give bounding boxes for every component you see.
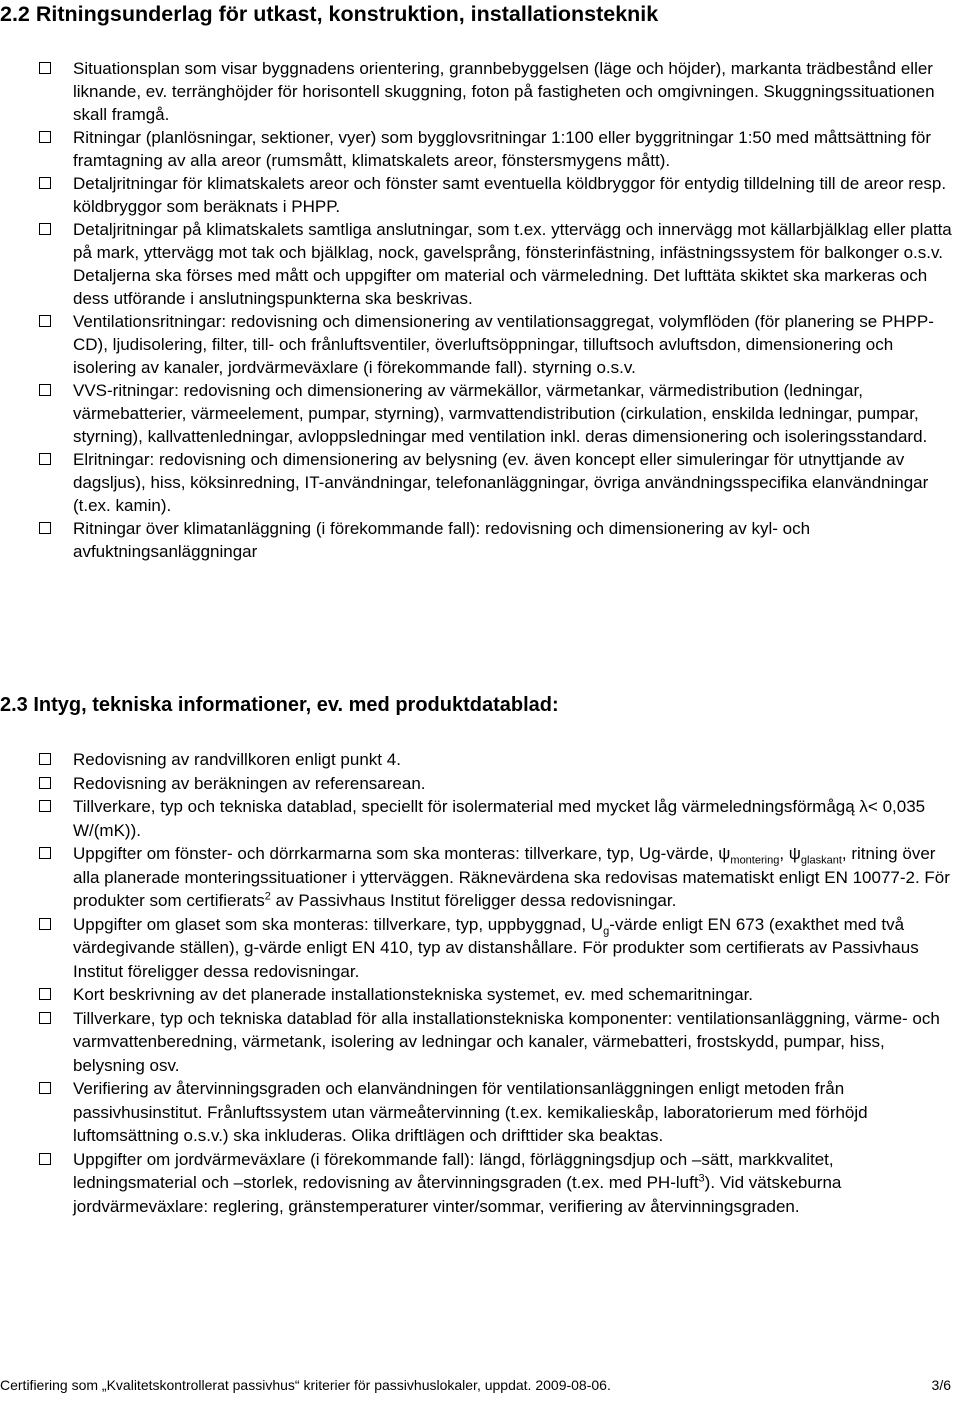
checkbox-icon[interactable]: [39, 131, 51, 143]
checkbox-icon[interactable]: [39, 177, 51, 189]
checkbox-icon[interactable]: [39, 1153, 51, 1165]
checkbox-icon[interactable]: [39, 384, 51, 396]
list-item: Detaljritningar för klimatskalets areor och fönster samt eventuella köldbryggor för entydig tilldelning till de areor resp. köldbryggor som beräknats i PHPP.: [0, 172, 960, 218]
checkbox-icon[interactable]: [39, 800, 51, 812]
list-item: Tillverkare, typ och tekniska datablad för alla installationstekniska komponenter: ventilationsanläggning, värme- och varmvattenberedning, värmetank, isolering av ledningar och kanaler, värmebatteri, frostskydd, pumpar, hiss, belysning osv.: [0, 1007, 960, 1078]
list-item: Ventilationsritningar: redovisning och dimensionering av ventilationsaggregat, volymflöden (för planering se PHPP-CD), ljudisolering, filter, till- och frånluftsventiler, överluftsöppningar, tilluftsoch avluftsdon, dimensionering och isolering av kanaler, jordvärmeväxlare (i förekommande fall). styrning o.s.v.: [0, 310, 960, 379]
list-item: VVS-ritningar: redovisning och dimensionering av värmekällor, värmetankar, värmedistribution (ledningar, värmebatterier, värmeelement, pumpar, styrning), varmvattendistribution (cirkulation, enskilda ledningar, pumpar, styrning), kallvattenledningar, avloppsledningar med ventilation inkl. deras dimensionering och isoleringsstandard.: [0, 379, 960, 448]
list-item: Ritningar (planlösningar, sektioner, vyer) som bygglovsritningar 1:100 eller byggritningar 1:50 med måttsättning för framtagning av alla areor (rumsmått, klimatskalets areor, fönstersmygens mått).: [0, 126, 960, 172]
page-number: 3/6: [931, 1377, 951, 1393]
checkbox-icon[interactable]: [39, 988, 51, 1000]
list-item: Uppgifter om fönster- och dörrkarmarna som ska monteras: tillverkare, typ, Ug-värde, $\psi_{montering}$, $\psi_{glaskant}$, ritning över alla planerade monteringssituationer i ytterväggen. Räknevärdena ska redovisas matematiskt enligt EN 10077-2. För produkter som certifierats$^2$ av Passivhaus Institut föreligger dessa redovisningar.: [0, 842, 960, 913]
list-item: Tillverkare, typ och tekniska datablad, speciellt för isolermaterial med mycket låg värmeledningsförmågą λ< 0,035 W/(mK)).: [0, 795, 960, 842]
drawing-requirements-list: [0, 57, 960, 563]
checkbox-icon[interactable]: [39, 315, 51, 327]
footer-text: Certifiering som „Kvalitetskontrollerat passivhus“ kriterier för passivhuslokaler, uppdat. 2009-08-06.: [0, 1377, 611, 1393]
list-item: Kort beskrivning av det planerade installationstekniska systemet, ev. med schemaritningar.: [0, 983, 960, 1007]
checkbox-icon[interactable]: [39, 847, 51, 859]
list-item: Uppgifter om glaset som ska monteras: tillverkare, typ, uppbyggnad, $U_g$-värde enligt EN 673 (exakthet med två värdegivande ställen), g-värde enligt EN 410, typ av distanshållare. För produkter som certifierats av Passivhaus Institut föreligger dessa redovisningar.: [0, 913, 960, 984]
checkbox-icon[interactable]: [39, 1012, 51, 1024]
checkbox-icon[interactable]: [39, 62, 51, 74]
checkbox-icon[interactable]: [39, 753, 51, 765]
list-item: Elritningar: redovisning och dimensionering av belysning (ev. även koncept eller simuleringar för utnyttjande av dagsljus), hiss, köksinredning, IT-användningar, telefonanläggningar, övriga användningsspecifika elanvändningar (t.ex. kamin).: [0, 448, 960, 517]
checkbox-icon[interactable]: [39, 223, 51, 235]
checkbox-icon[interactable]: [39, 453, 51, 465]
list-item: Uppgifter om jordvärmeväxlare (i förekommande fall): längd, förläggningsdjup och –sätt, markkvalitet, ledningsmaterial och –storlek, redovisning av återvinningsgraden (t.ex. med PH-luft$^3$). Vid vätskeburna jordvärmeväxlare: reglering, gränstemperaturer vinter/sommar, verifiering av återvinningsgraden.: [0, 1148, 960, 1219]
section-heading-2-3: 2.3 Intyg, tekniska informationer, ev. med produktdatablad:: [0, 694, 559, 716]
list-item: Detaljritningar på klimatskalets samtliga anslutningar, som t.ex. yttervägg och innervägg mot källarbjälklag eller platta på mark, yttervägg mot tak och bjälklag, nock, gavelsprång, fönsterinfästning, infästningssystem för balkonger o.s.v. Detaljerna ska förses med mått och uppgifter om material och värmeledning. Det lufttäta skiktet ska markeras och dess utförande i anslutningspunkterna ska beskrivas.: [0, 218, 960, 310]
certificates-list: [0, 748, 960, 1218]
section-heading-2-2: 2.2 Ritningsunderlag för utkast, konstruktion, installationsteknik: [0, 2, 659, 26]
checkbox-icon[interactable]: [39, 522, 51, 534]
checkbox-icon[interactable]: [39, 1082, 51, 1094]
list-item: Ritningar över klimatanläggning (i förekommande fall): redovisning och dimensionering av kyl- och avfuktningsanläggningar: [0, 517, 960, 563]
checkbox-icon[interactable]: [39, 918, 51, 930]
list-item: Redovisning av randvillkoren enligt punkt 4.: [0, 748, 960, 772]
list-item: Redovisning av beräkningen av referensarean.: [0, 772, 960, 796]
checkbox-icon[interactable]: [39, 777, 51, 789]
list-item: Situationsplan som visar byggnadens orientering, grannbebyggelsen (läge och höjder), markanta trädbestånd eller liknande, ev. terränghöjder för horisontell skuggning, foton på fastigheten och omgivningen. Skuggningssituationen skall framgå.: [0, 57, 960, 126]
list-item: Verifiering av återvinningsgraden och elanvändningen för ventilationsanläggningen enligt metoden från passivhusinstitut. Frånluftssystem utan värmeåtervinning (t.ex. kemikalieskåp, laboratorierum med förhöjd luftomsättning o.s.v.) ska inkluderas. Olika driftlägen och drifttider ska beaktas.: [0, 1077, 960, 1148]
